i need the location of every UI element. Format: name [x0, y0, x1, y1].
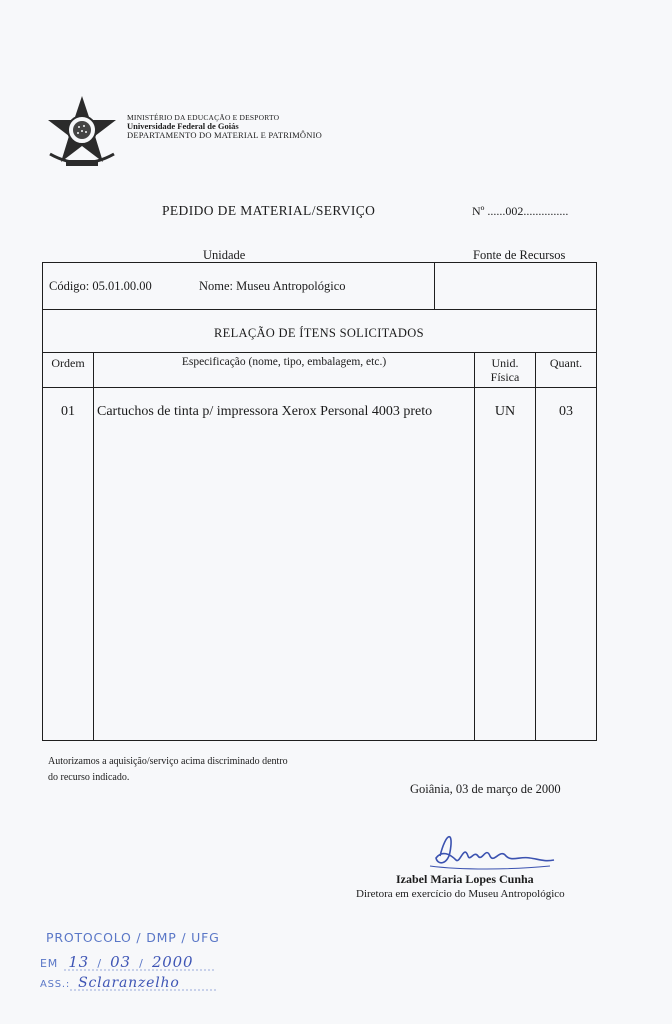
stamp-underlines	[36, 926, 226, 996]
signer-name: Izabel Maria Lopes Cunha	[396, 872, 534, 886]
stamp-ass-label: ASS.:	[40, 979, 71, 990]
nome-field: Nome: Museu Antropológico	[199, 279, 346, 293]
stamp-em-label: EM	[40, 957, 59, 970]
department-name: DEPARTAMENTO DO MATERIAL E PATRIMÔNIO	[127, 129, 322, 140]
column-quant: Quant.	[549, 356, 583, 370]
header-block	[127, 114, 322, 140]
column-unid-line2: Física	[490, 370, 520, 385]
item-quant: 03	[559, 404, 573, 419]
fonte-recursos-label: Fonte de Recursos	[473, 248, 566, 262]
university-name: Universidade Federal de Goiás	[127, 120, 239, 131]
protocol-stamp-date: EM 13 / 03 / 2000	[40, 953, 194, 971]
authorization-line-2: do recurso indicado.	[48, 771, 130, 783]
item-ordem: 01	[61, 404, 75, 419]
section-title: RELAÇÃO DE ÍTENS SOLICITADOS	[214, 326, 424, 340]
codigo-field: Código: 05.01.00.00	[49, 279, 152, 293]
stamp-month: 03	[110, 953, 131, 971]
authorization-line-1: Autorizamos a aquisição/serviço acima discriminado dentro	[48, 756, 288, 767]
form-title: PEDIDO DE MATERIAL/SERVIÇO	[162, 203, 376, 218]
stamp-ass-value: Sclaranzelho	[78, 975, 180, 991]
column-ordem: Ordem	[51, 356, 85, 370]
republic-seal-icon	[44, 94, 120, 170]
ministry-name: MINISTÉRIO DA EDUCAÇÃO E DESPORTO	[127, 113, 280, 122]
authorization-note	[48, 754, 288, 785]
stamp-day: 13	[68, 953, 90, 971]
form-number: Nº ......002...............	[472, 204, 569, 218]
signer-role: Diretora em exercício do Museu Antropológico	[356, 888, 565, 900]
item-unid: UN	[494, 404, 516, 419]
column-especificacao: Especificação (nome, tipo, embalagem, etc.)	[181, 356, 387, 368]
column-unid-line1: Unid.	[491, 356, 519, 370]
column-unid	[475, 356, 535, 385]
stamp-year: 2000	[151, 953, 194, 971]
item-especificacao: Cartuchos de tinta p/ impressora Xerox Personal 4003 preto	[97, 404, 433, 419]
protocol-stamp-title: PROTOCOLO / DMP / UFG	[46, 930, 220, 945]
signature-mark	[420, 826, 560, 874]
unidade-label: Unidade	[203, 248, 246, 262]
place-date: Goiânia, 03 de março de 2000	[410, 782, 561, 796]
